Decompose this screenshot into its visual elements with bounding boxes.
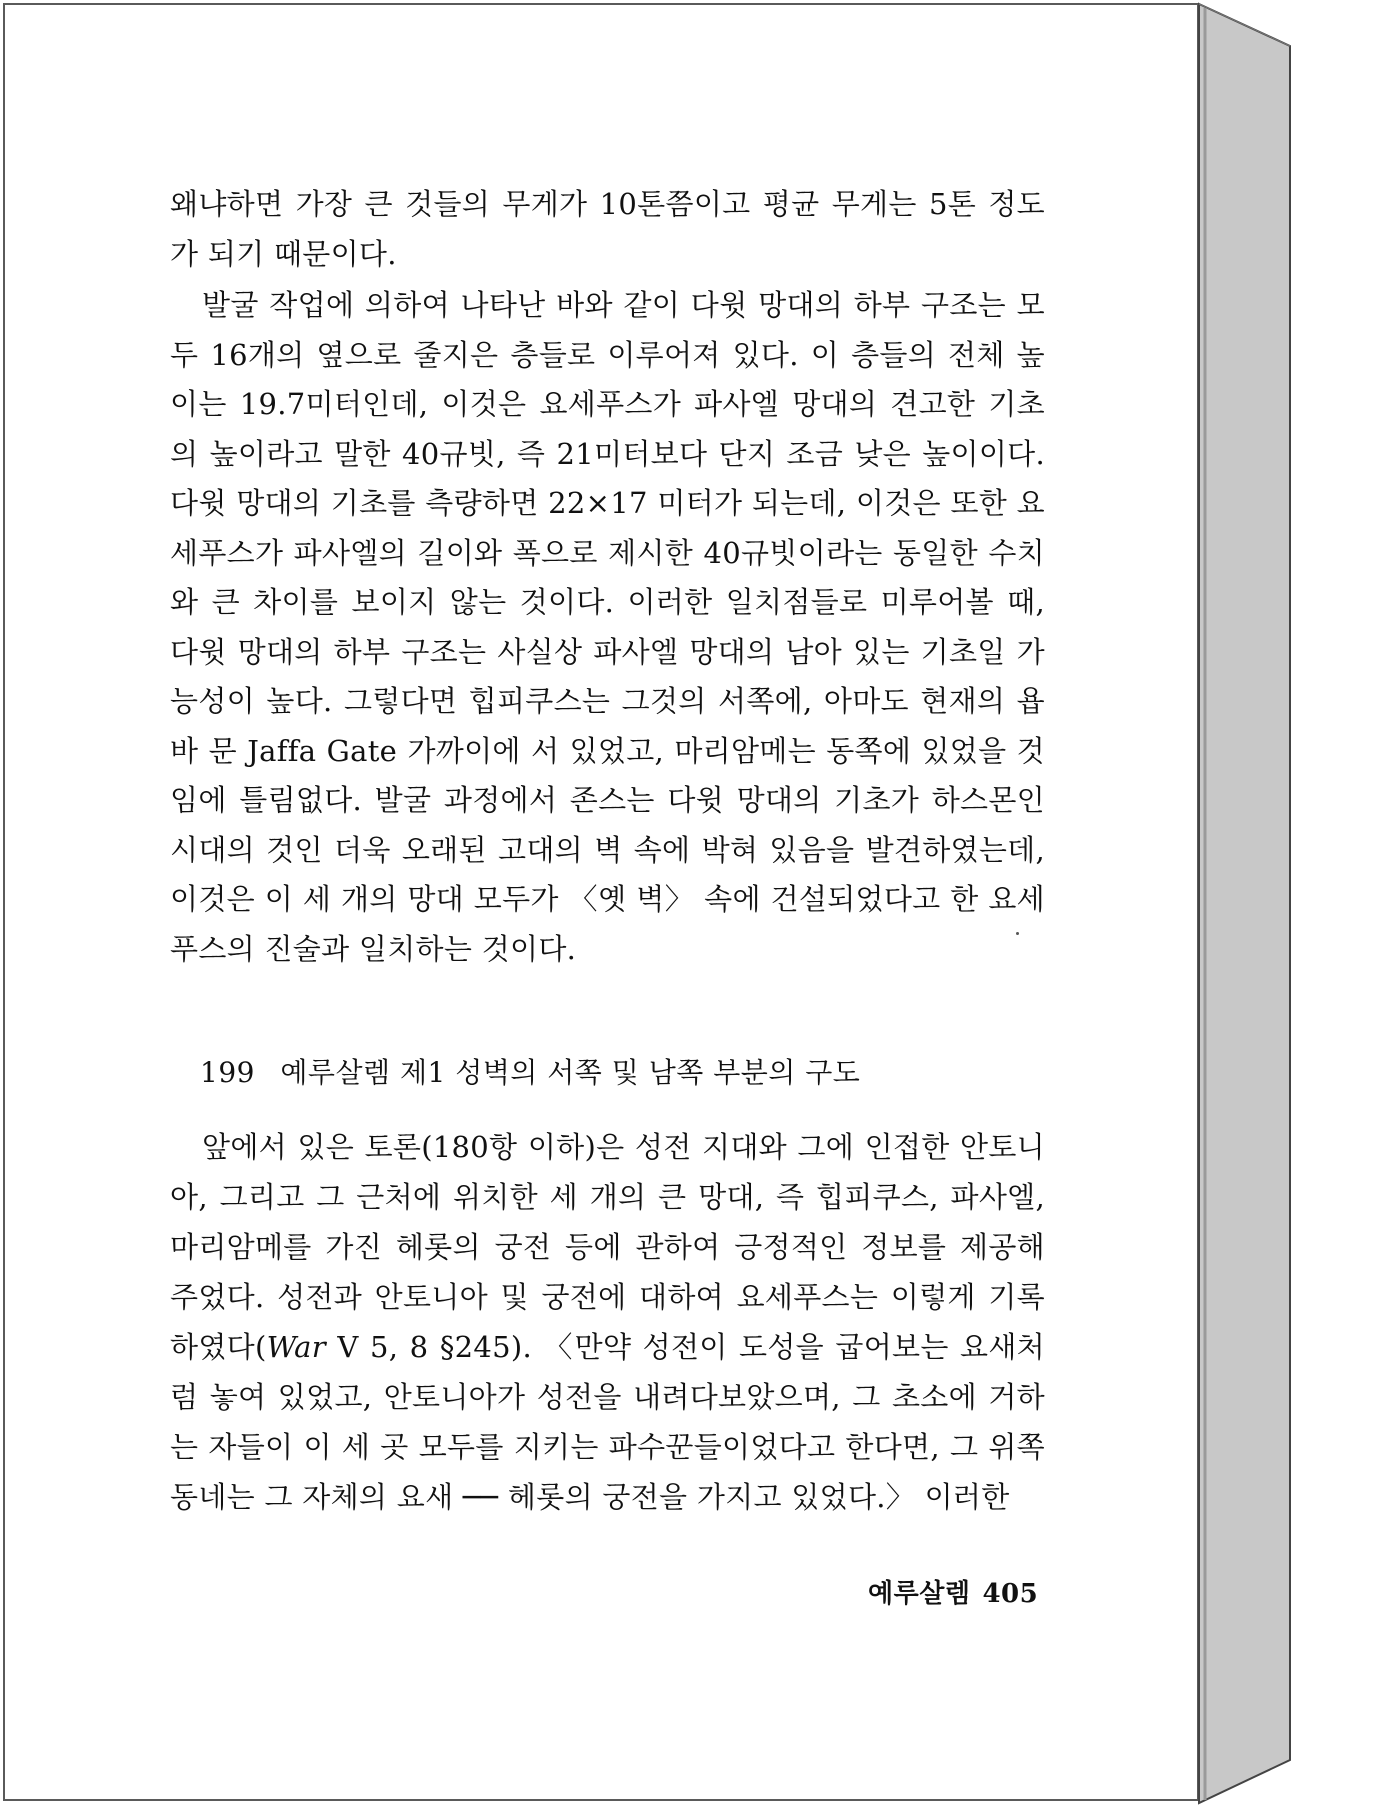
running-title: 예루살렘 — [868, 1579, 971, 1609]
paragraph-2: 발굴 작업에 의하여 나타난 바와 같이 다윗 망대의 하부 구조는 모두 16개의 옆으로 줄지은 층들로 이루어져 있다. 이 층들의 전체 높이는 19.7미터인데, 이것은 요세푸스가 파사엘 망대의 견고한 기초의 높이라고 말한 40규빗, 즉 21미터보다 단지 조금 낮은 높이이다. 다윗 망대의 기초를 측량하면 22×17 미터가 되는데, 이것은 또한 요세푸스가 파사엘의 길이와 폭으로 제시한 40규빗이라는 동일한 수치와 큰 차이를 보이지 않는 것이다. 이러한 일치점들로 미루어볼 때, 다윗 망대의 하부 구조는 사실상 파사엘 망대의 남아 있는 기초일 가능성이 높다. 그렇다면 힙피쿠스는 그것의 서쪽에, 아마도 현재의 욥바 문 Jaffa Gate 가까이에 서 있었고, 마리암메는 동쪽에 있었을 것임에 틀림없다. 발굴 과정에서 존스는 다윗 망대의 기초가 하스몬인 시대의 것인 더욱 오래된 고대의 벽 속에 박혀 있음을 발견하였는데, 이것은 이 세 개의 망대 모두가 〈옛 벽〉 속에 건설되었다고 한 요세푸스의 진술과 일치하는 것이다. — [170, 288, 1045, 966]
page-footer — [868, 1573, 1038, 1610]
paragraph-1: 왜냐하면 가장 큰 것들의 무게가 10톤쯤이고 평균 무게는 5톤 정도가 되기 때문이다. — [170, 187, 1045, 271]
section-text-post: V 5, 8 §245). 〈만약 성전이 도성을 굽어보는 요새처럼 놓여 있었고, 안토니아가 성전을 내려다보았으며, 그 초소에 거하는 자들이 이 세 곳 모두를 지키는 파수꾼들이었다고 한다면, 그 위쪽 동네는 그 자체의 요새 ── 헤롯의 궁전을 가지고 있었다.〉 이러한 — [170, 1330, 1045, 1514]
section-paragraph — [170, 1122, 1045, 1522]
section-text-italic: War — [266, 1330, 326, 1364]
print-speck — [1016, 932, 1019, 935]
section-text-pre: 앞에서 있은 토론(180항 이하)은 성전 지대와 그에 인접한 안토니아, 그리고 그 근처에 위치한 세 개의 큰 망대, 즉 힙피쿠스, 파사엘, 마리암메를 가진 헤롯의 궁전 등에 관하여 긍정적인 정보를 제공해 주었다. 성전과 안토니아 및 궁전에 대하여 요세푸스는 이렇게 기록하였다( — [170, 1130, 1045, 1364]
section-heading — [200, 1048, 860, 1098]
page-edge-side — [1199, 4, 1290, 1803]
section-title: 예루살렘 제1 성벽의 서쪽 및 남쪽 부분의 구도 — [280, 1056, 861, 1089]
section-number: 199 — [200, 1056, 255, 1089]
page-body-top — [170, 180, 1045, 974]
page-number: 405 — [982, 1579, 1039, 1609]
section-body — [170, 1122, 1045, 1522]
